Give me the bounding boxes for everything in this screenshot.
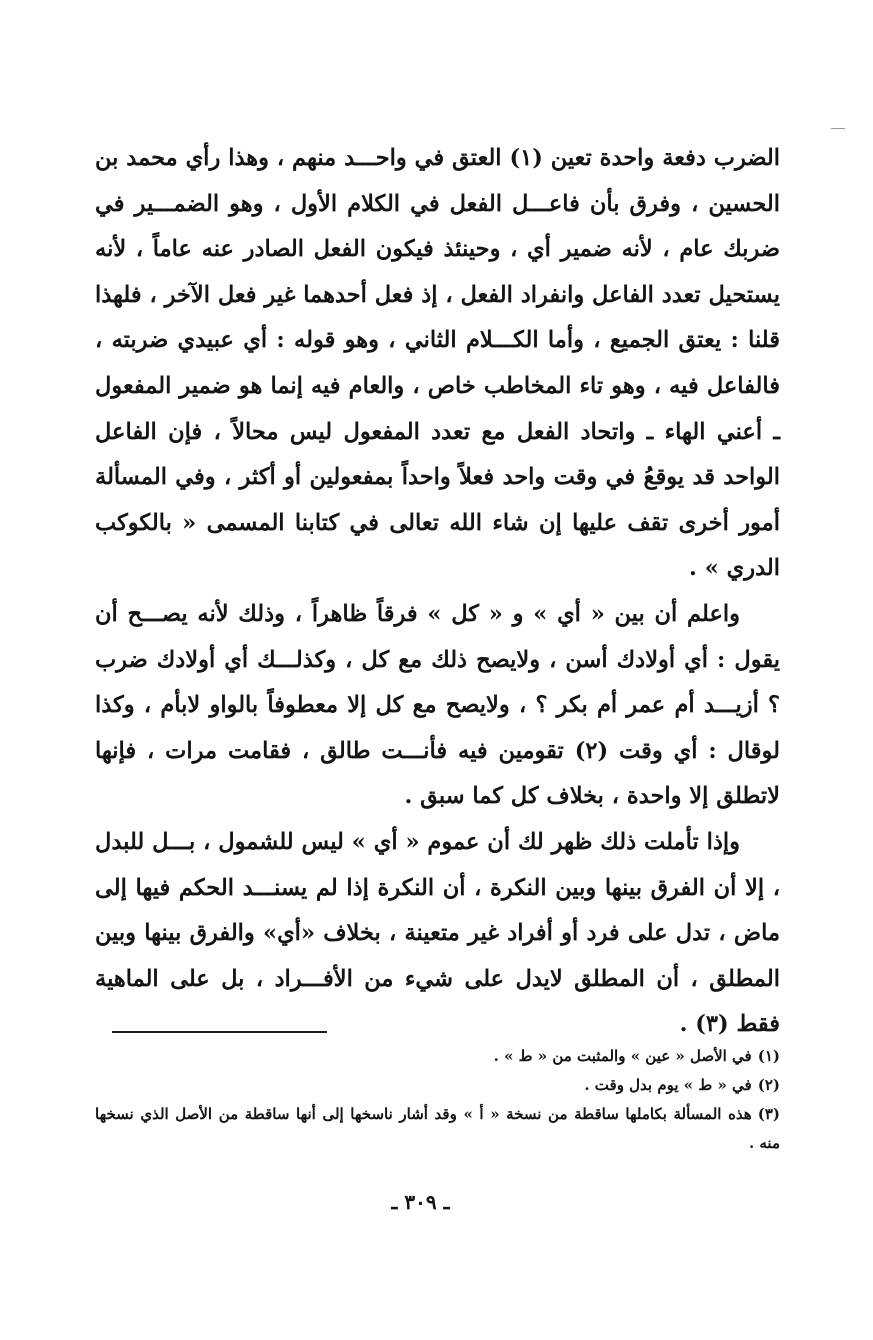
footnote-number: (١) xyxy=(757,1047,780,1065)
paragraph-1: الضرب دفعة واحدة تعين (١) العتق في واحـــد منهم ، وهذا رأي محمد بن الحسين ، وفرق بأن فاعـــل الفعل في الكلام الأول ، وهو الضمـــير في ضربك عام ، لأنه ضمير أي ، وحينئذ فيكون الفعل الصادر عنه عاماً ، لأنه يستحيل تعدد الفاعل وانفراد الفعل ، إذ فعل أحدهما غير فعل الآخر ، فلهذا قلنا : يعتق الجميع ، وأما الكـــلام الثاني ، وهو قوله : أي عبيدي ضربته ، فالفاعل فيه ، وهو تاء المخاطب خاص ، والعام فيه إنما هو ضمير المفعول ـ أعني الهاء ـ واتحاد الفعل مع تعدد المفعول ليس محالاً ، فإن الفاعل الواحد قد يوقعُ في وقت واحد فعلاً واحداً بمفعولين أو أكثر ، وفي المسألة أمور أخرى تقف عليها إن شاء الله تعالى في كتابنا المسمى « بالكوكب الدري » . xyxy=(95,145,780,582)
footnote-text: في « ط » يوم بدل وقت . xyxy=(584,1076,752,1094)
footnote-text: هذه المسألة بكاملها ساقطة من نسخة « أ » وقد أشار ناسخها إلى أنها ساقطة من الأصل الذي نسخها منه . xyxy=(95,1105,780,1152)
page-number xyxy=(0,1190,873,1214)
paragraph-3-text: وإذا تأملت ذلك ظهر لك أن عموم « أي » ليس للشمول ، بـــل للبدل ، إلا أن الفرق بينها وبين النكرة ، أن النكرة إذا لم يسنـــد الحكم فيها إلى ماض ، تدل على فرد أو أفراد غير متعينة ، بخلاف «أي» والفرق بينها وبين المطلق ، أن المطلق لايدل على شيء من الأفـــراد ، بل على الماهية فقط (٣) . xyxy=(95,828,780,1038)
footnotes xyxy=(95,1042,780,1158)
paragraph-3 xyxy=(95,820,780,1048)
paragraph-2-text: واعلم أن بين « أي » و « كل » فرقاً ظاهراً ، وذلك لأنه يصـــح أن يقول : أي أولادك أسن ، ولايصح ذلك مع كل ، وكذلـــك أي أولادك ضرب ؟ أزيـــد أم عمر أم بكر ؟ ، ولايصح مع كل إلا معطوفاً بالواو لابأم ، وكذا لوقال : أي وقت (٢) تقومين فيه فأنـــت طالق ، فقامت مرات ، فإنها لاتطلق إلا واحدة ، بخلاف كل كما سبق . xyxy=(95,600,780,810)
main-text xyxy=(95,136,780,1048)
footnote-separator xyxy=(112,1031,327,1033)
paragraph-2 xyxy=(95,592,780,820)
footnote-number: (٣) xyxy=(757,1105,780,1123)
footnote-text: في الأصل « عين » والمثبت من « ط » . xyxy=(493,1047,752,1065)
footnote-3 xyxy=(95,1100,780,1158)
margin-mark xyxy=(831,128,845,129)
footnote-number: (٢) xyxy=(757,1076,780,1094)
page-number-text: ـ ٣٠٩ ـ xyxy=(391,1190,450,1214)
footnote-1 xyxy=(95,1042,780,1071)
footnote-2 xyxy=(95,1071,780,1100)
